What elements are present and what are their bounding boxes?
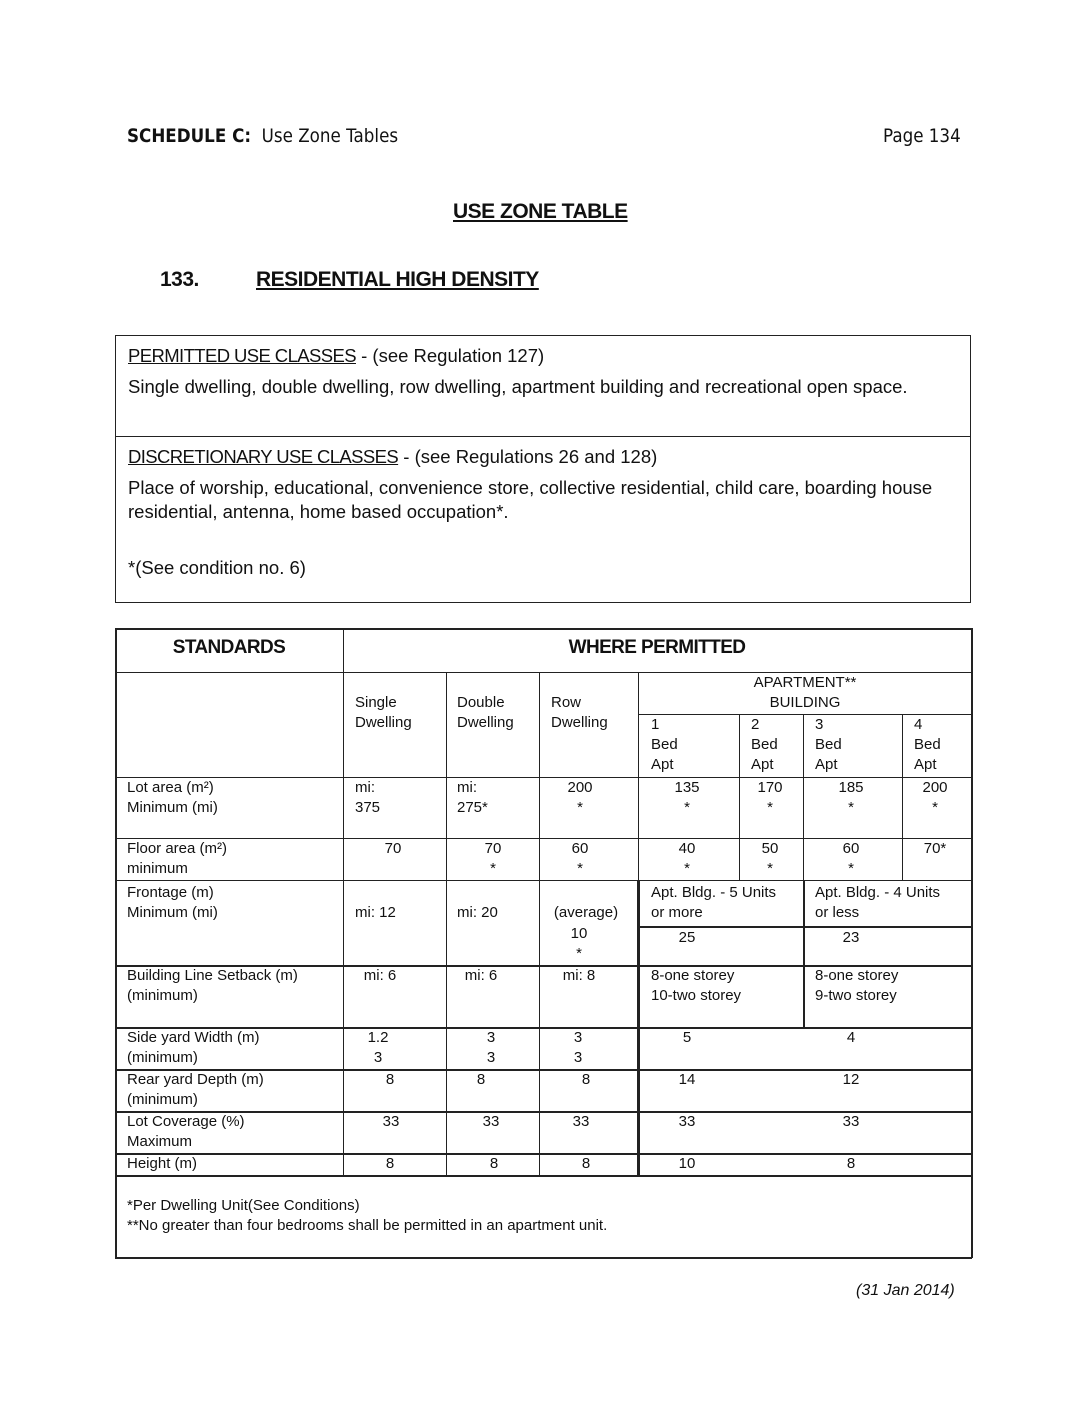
col-rule <box>637 880 640 1175</box>
cell-floor-single: 70 <box>384 840 402 857</box>
cell-rear-row: 8 <box>581 1071 591 1088</box>
cell-front-row-value: 10 * <box>570 925 588 962</box>
cell-height-row: 8 <box>581 1155 591 1172</box>
page-number: Page 134 <box>883 125 961 147</box>
cell-cov-double: 33 <box>482 1113 500 1130</box>
col-rule <box>739 714 740 880</box>
cell-floor-3bed: 60 * <box>842 840 860 877</box>
revision-date: (31 Jan 2014) <box>856 1282 955 1299</box>
discretionary-note: *(See condition no. 6) <box>128 557 306 578</box>
row-label-rear-yard: Rear yard Depth (m) (minimum) <box>127 1071 264 1108</box>
cell-rear-single: 8 <box>385 1071 395 1088</box>
col-4-bed-apt: 4 Bed Apt <box>914 716 941 773</box>
cell-front-row-average: (average) <box>553 904 619 921</box>
col-rule <box>902 714 903 880</box>
cell-setback-single: mi: 6 <box>363 967 397 984</box>
col-rule <box>446 672 447 1176</box>
col-header-where-permitted: WHERE PERMITTED <box>568 637 746 658</box>
cell-floor-4bed: 70* <box>923 840 947 857</box>
cell-front-single: mi: 12 <box>355 904 396 921</box>
page-title: USE ZONE TABLE <box>453 200 628 223</box>
table-border <box>971 628 973 1258</box>
row-rule <box>115 1175 972 1177</box>
footnote-bedrooms: **No greater than four bedrooms shall be permitted in an apartment unit. <box>127 1217 608 1234</box>
cell-rear-apt5: 14 <box>678 1071 696 1088</box>
cell-lot-3bed: 185 * <box>838 779 864 816</box>
cell-setback-row: mi: 8 <box>562 967 596 984</box>
cell-front-double: mi: 20 <box>457 904 498 921</box>
discretionary-text: Place of worship, educational, convenience store, collective residential, child care, boarding house residential, antenna, home based occupation*. <box>128 477 933 522</box>
cell-front-apt5-label: Apt. Bldg. - 5 Units or more <box>651 884 777 921</box>
permitted-ref: - (see Regulation 127) <box>355 345 545 366</box>
cell-side-apt5: 5 <box>682 1029 692 1046</box>
table-border <box>115 1257 972 1259</box>
col-row-dwelling: Row Dwelling <box>551 694 608 731</box>
table-border <box>115 628 972 630</box>
cell-front-apt4-label: Apt. Bldg. - 4 Units or less <box>815 884 941 921</box>
row-label-frontage: Frontage (m) Minimum (mi) <box>127 884 218 921</box>
row-label-setback: Building Line Setback (m) (minimum) <box>127 967 298 1004</box>
cell-lot-4bed: 200 * <box>922 779 948 816</box>
col-1-bed-apt: 1 Bed Apt <box>651 716 678 773</box>
cell-floor-1bed: 40 * <box>678 840 696 877</box>
row-label-height: Height (m) <box>127 1155 198 1172</box>
cell-cov-single: 33 <box>382 1113 400 1130</box>
col-3-bed-apt: 3 Bed Apt <box>815 716 842 773</box>
row-label-lot-coverage: Lot Coverage (%) Maximum <box>127 1113 245 1150</box>
row-rule <box>115 880 972 881</box>
col-apartment-building: APARTMENT** BUILDING <box>753 674 857 711</box>
col-2-bed-apt: 2 Bed Apt <box>751 716 778 773</box>
cell-front-apt4: 23 <box>842 929 860 946</box>
cell-setback-apt4: 8-one storey 9-two storey <box>815 967 899 1004</box>
cell-setback-double: mi: 6 <box>464 967 498 984</box>
cell-side-apt4: 4 <box>846 1029 856 1046</box>
col-single-dwelling: Single Dwelling <box>355 694 412 731</box>
permitted-heading: PERMITTED USE CLASSES <box>128 345 356 366</box>
cell-floor-row: 60 * <box>571 840 589 877</box>
cell-rear-double: 8 <box>476 1071 486 1088</box>
cell-rear-apt4: 12 <box>842 1071 860 1088</box>
cell-lot-single: mi: 375 <box>355 779 381 816</box>
cell-cov-row: 33 <box>572 1113 590 1130</box>
cell-height-single: 8 <box>385 1155 395 1172</box>
table-border <box>115 628 117 1258</box>
col-rule <box>539 672 540 1176</box>
col-rule <box>803 880 805 1028</box>
cell-side-row: 3 3 <box>573 1029 583 1066</box>
row-label-floor-area: Floor area (m²) minimum <box>127 840 228 877</box>
cell-height-apt4: 8 <box>846 1155 856 1172</box>
cell-height-double: 8 <box>489 1155 499 1172</box>
row-label-side-yard: Side yard Width (m) (minimum) <box>127 1029 260 1066</box>
cell-cov-apt5: 33 <box>678 1113 696 1130</box>
cell-lot-row: 200 * <box>567 779 593 816</box>
cell-side-double: 3 3 <box>486 1029 496 1066</box>
footnote-per-dwelling: *Per Dwelling Unit(See Conditions) <box>127 1197 360 1214</box>
cell-lot-double: mi: 275* <box>457 779 488 816</box>
row-rule <box>115 1153 972 1155</box>
section-name: RESIDENTIAL HIGH DENSITY <box>256 268 539 291</box>
col-header-standards: STANDARDS <box>172 637 286 658</box>
schedule-title: Use Zone Tables <box>261 125 399 147</box>
discretionary-ref: - (see Regulations 26 and 128) <box>398 446 658 467</box>
cell-height-apt5: 10 <box>678 1155 696 1172</box>
cell-front-apt5: 25 <box>678 929 696 946</box>
cell-lot-2bed: 170 * <box>757 779 783 816</box>
cell-floor-double: 70 * <box>484 840 502 877</box>
col-double-dwelling: Double Dwelling <box>457 694 514 731</box>
row-label-lot-area: Lot area (m²) Minimum (mi) <box>127 779 218 816</box>
col-rule <box>803 714 804 880</box>
section-number: 133. <box>160 268 199 291</box>
cell-cov-apt4: 33 <box>842 1113 860 1130</box>
col-rule <box>343 628 344 1176</box>
discretionary-heading: DISCRETIONARY USE CLASSES <box>128 446 399 467</box>
cell-lot-1bed: 135 * <box>674 779 700 816</box>
cell-floor-2bed: 50 * <box>761 840 779 877</box>
permitted-text: Single dwelling, double dwelling, row dwelling, apartment building and recreational open space. <box>128 376 908 397</box>
cell-setback-apt5: 8-one storey 10-two storey <box>651 967 742 1004</box>
schedule-label: SCHEDULE C: <box>127 125 252 147</box>
cell-side-single: 1.2 3 <box>367 1029 389 1066</box>
